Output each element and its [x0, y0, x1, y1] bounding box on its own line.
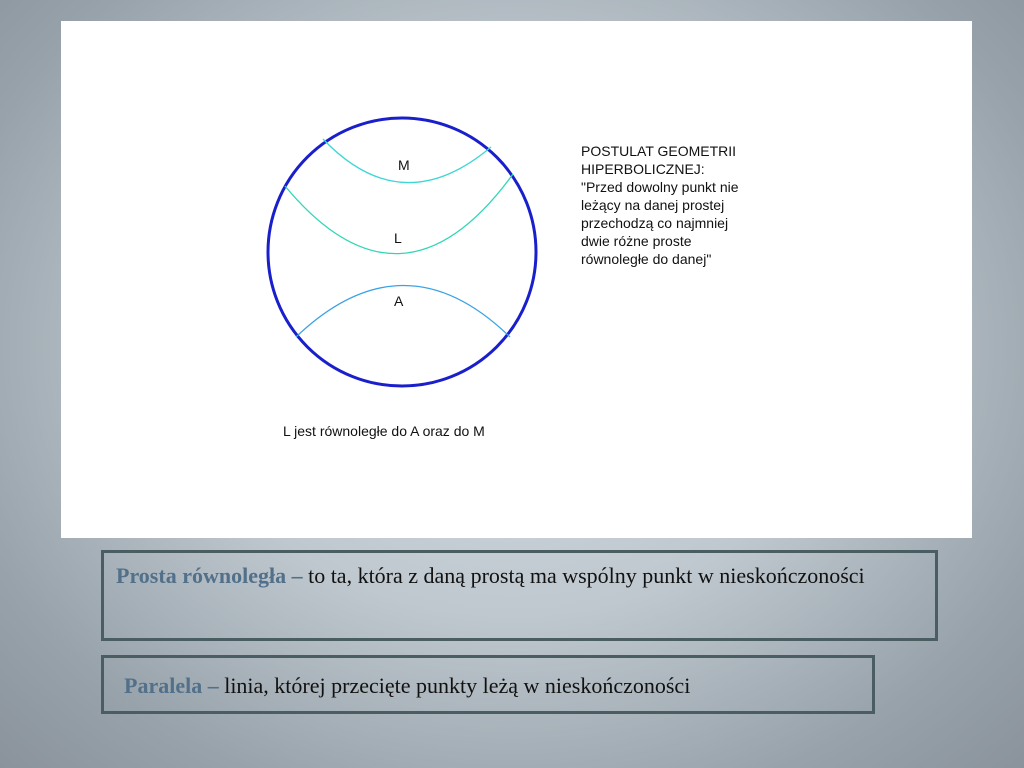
label-l: L	[394, 230, 402, 246]
postulate-line: HIPERBOLICZNEJ:	[581, 161, 705, 177]
hyperbolic-disk-diagram	[61, 21, 972, 538]
definition-term: Prosta równoległa –	[116, 563, 309, 588]
postulate-line: dwie różne proste	[581, 233, 692, 249]
definition-text: linia, której przecięte punkty leżą w nieskończoności	[224, 673, 691, 698]
diagram-panel	[61, 21, 972, 538]
diagram-caption: L jest równoległe do A oraz do M	[283, 423, 485, 439]
postulate-line: leżący na danej prostej	[581, 197, 725, 213]
definition-box-paralela	[101, 655, 875, 714]
definition-box-parallel-line	[101, 550, 938, 641]
postulate-line: "Przed dowolny punkt nie	[581, 179, 739, 195]
postulate-line: POSTULAT GEOMETRII	[581, 143, 737, 159]
label-a: A	[394, 293, 404, 309]
definition-text: to ta, która z daną prostą ma wspólny punkt w nieskończoności	[308, 563, 865, 588]
postulate-text	[581, 142, 781, 268]
definition-term: Paralela –	[124, 673, 225, 698]
label-m: M	[398, 157, 410, 173]
postulate-line: przechodzą co najmniej	[581, 215, 729, 231]
postulate-line: równoległe do danej"	[581, 251, 712, 267]
